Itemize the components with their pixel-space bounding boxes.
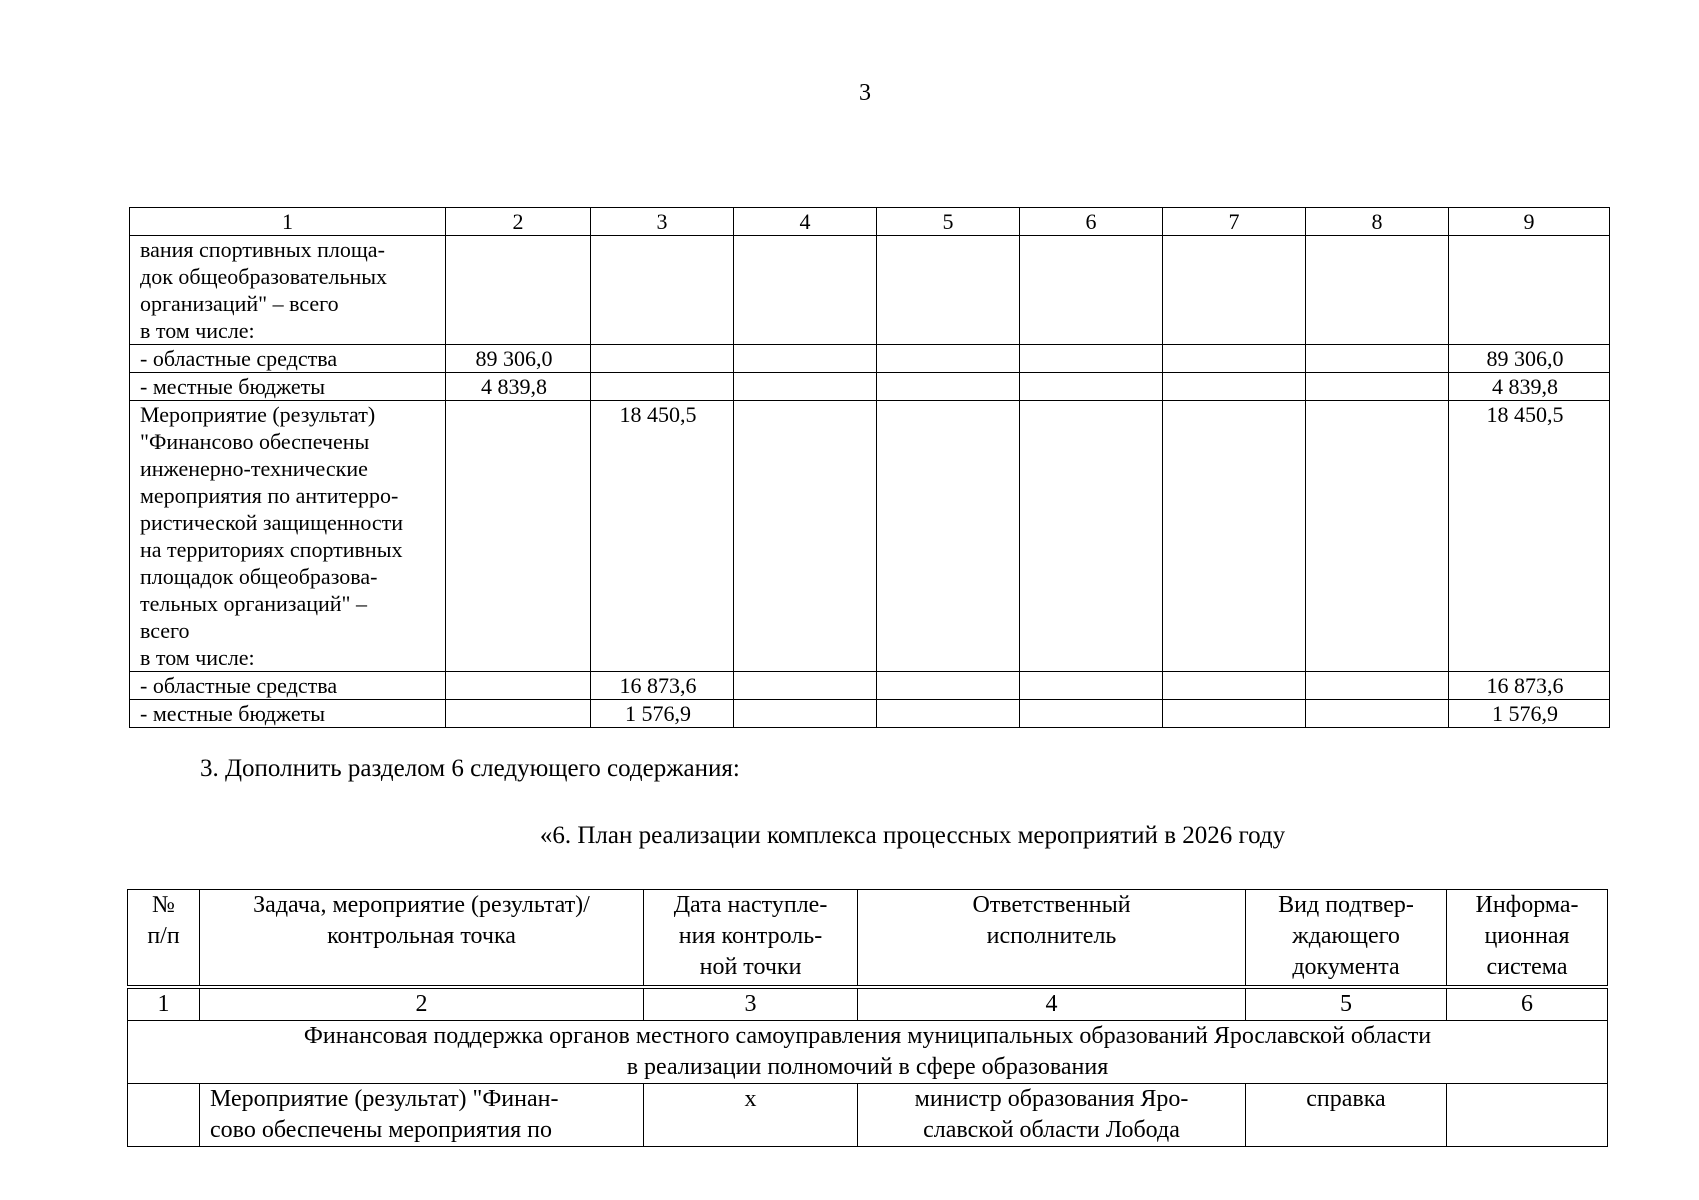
column-number: 4 <box>858 987 1246 1021</box>
row-system <box>1447 1084 1608 1147</box>
funding-value <box>877 401 1020 672</box>
funding-value: 4 839,8 <box>1449 373 1610 401</box>
header-cell-responsible: Ответственный исполнитель <box>858 890 1246 988</box>
header-cell-number: № п/п <box>128 890 200 988</box>
column-number: 5 <box>877 208 1020 236</box>
funding-row-label: - областные средства <box>130 345 446 373</box>
group-title: Финансовая поддержка органов местного самоуправления муниципальных образований Ярославской области в реализации полномочий в сфере образования <box>128 1021 1608 1084</box>
funding-value <box>446 700 591 728</box>
funding-value <box>446 401 591 672</box>
funding-value <box>734 401 877 672</box>
row-date: x <box>644 1084 858 1147</box>
funding-row <box>130 345 1610 373</box>
funding-value <box>446 672 591 700</box>
funding-value <box>1020 672 1163 700</box>
column-number: 1 <box>130 208 446 236</box>
funding-value: 18 450,5 <box>1449 401 1610 672</box>
funding-row <box>130 236 1610 345</box>
funding-value <box>1163 236 1306 345</box>
funding-value <box>734 345 877 373</box>
funding-value <box>877 345 1020 373</box>
row-responsible: министр образования Яро- славской области Лобода <box>858 1084 1246 1147</box>
funding-value: 16 873,6 <box>591 672 734 700</box>
funding-row-label: - местные бюджеты <box>130 700 446 728</box>
column-number: 7 <box>1163 208 1306 236</box>
funding-table-body <box>130 208 1610 728</box>
funding-row-label: вания спортивных площа- док общеобразовательных организаций" – всего в том числе: <box>130 236 446 345</box>
header-cell-system: Информа- ционная система <box>1447 890 1608 988</box>
plan-table <box>127 889 1608 1147</box>
funding-value <box>1163 672 1306 700</box>
funding-value <box>1306 373 1449 401</box>
funding-value <box>1306 345 1449 373</box>
funding-value <box>1020 345 1163 373</box>
funding-value <box>1163 401 1306 672</box>
funding-value <box>1306 236 1449 345</box>
column-number: 5 <box>1246 987 1447 1021</box>
funding-value <box>1020 236 1163 345</box>
funding-value <box>1306 672 1449 700</box>
funding-value <box>591 236 734 345</box>
funding-row-label: - областные средства <box>130 672 446 700</box>
column-number: 1 <box>128 987 200 1021</box>
funding-value <box>877 236 1020 345</box>
column-number: 8 <box>1306 208 1449 236</box>
row-number <box>128 1084 200 1147</box>
funding-value <box>1163 700 1306 728</box>
funding-value <box>734 672 877 700</box>
funding-value: 18 450,5 <box>591 401 734 672</box>
plan-table-group-row <box>128 1021 1608 1084</box>
column-number: 3 <box>591 208 734 236</box>
column-number: 4 <box>734 208 877 236</box>
column-number: 2 <box>446 208 591 236</box>
header-cell-date: Дата наступле- ния контроль- ной точки <box>644 890 858 988</box>
funding-value <box>734 373 877 401</box>
plan-table-header-row <box>128 890 1608 988</box>
funding-value: 89 306,0 <box>446 345 591 373</box>
funding-value: 1 576,9 <box>1449 700 1610 728</box>
funding-value: 16 873,6 <box>1449 672 1610 700</box>
funding-row <box>130 700 1610 728</box>
instruction-paragraph: 3. Дополнить разделом 6 следующего содержания: <box>200 755 740 782</box>
funding-table <box>129 207 1610 728</box>
plan-table-row <box>128 1084 1608 1147</box>
header-cell-task: Задача, мероприятие (результат)/ контрольная точка <box>200 890 644 988</box>
column-number: 2 <box>200 987 644 1021</box>
funding-value <box>1163 345 1306 373</box>
funding-row <box>130 672 1610 700</box>
funding-value <box>446 236 591 345</box>
funding-value <box>734 236 877 345</box>
funding-value <box>1020 700 1163 728</box>
funding-row <box>130 401 1610 672</box>
funding-value <box>591 345 734 373</box>
funding-value <box>734 700 877 728</box>
funding-value <box>1020 373 1163 401</box>
funding-row-label: - местные бюджеты <box>130 373 446 401</box>
row-document: справка <box>1246 1084 1447 1147</box>
column-number: 6 <box>1447 987 1608 1021</box>
funding-value <box>877 672 1020 700</box>
funding-value <box>877 373 1020 401</box>
funding-value <box>1020 401 1163 672</box>
funding-value <box>591 373 734 401</box>
section-title: «6. План реализации комплекса процессных мероприятий в 2026 году <box>539 822 1286 849</box>
funding-value: 89 306,0 <box>1449 345 1610 373</box>
row-task: Мероприятие (результат) "Финан- сово обеспечены мероприятия по <box>200 1084 644 1147</box>
plan-table-column-numbers <box>128 987 1608 1021</box>
column-number: 3 <box>644 987 858 1021</box>
funding-table-column-numbers <box>130 208 1610 236</box>
funding-value <box>1306 700 1449 728</box>
header-cell-document: Вид подтвер- ждающего документа <box>1246 890 1447 988</box>
column-number: 9 <box>1449 208 1610 236</box>
funding-value <box>1449 236 1610 345</box>
funding-value <box>1163 373 1306 401</box>
funding-value: 4 839,8 <box>446 373 591 401</box>
column-number: 6 <box>1020 208 1163 236</box>
funding-row-label: Мероприятие (результат) "Финансово обеспечены инженерно-технические мероприятия по антитерро- ристической защищенности на территориях спортивных площадок общеобразова- тельных организаций" – всего в том числе: <box>130 401 446 672</box>
funding-value: 1 576,9 <box>591 700 734 728</box>
funding-value <box>1306 401 1449 672</box>
funding-value <box>877 700 1020 728</box>
funding-row <box>130 373 1610 401</box>
page-number: 3 <box>859 80 871 106</box>
